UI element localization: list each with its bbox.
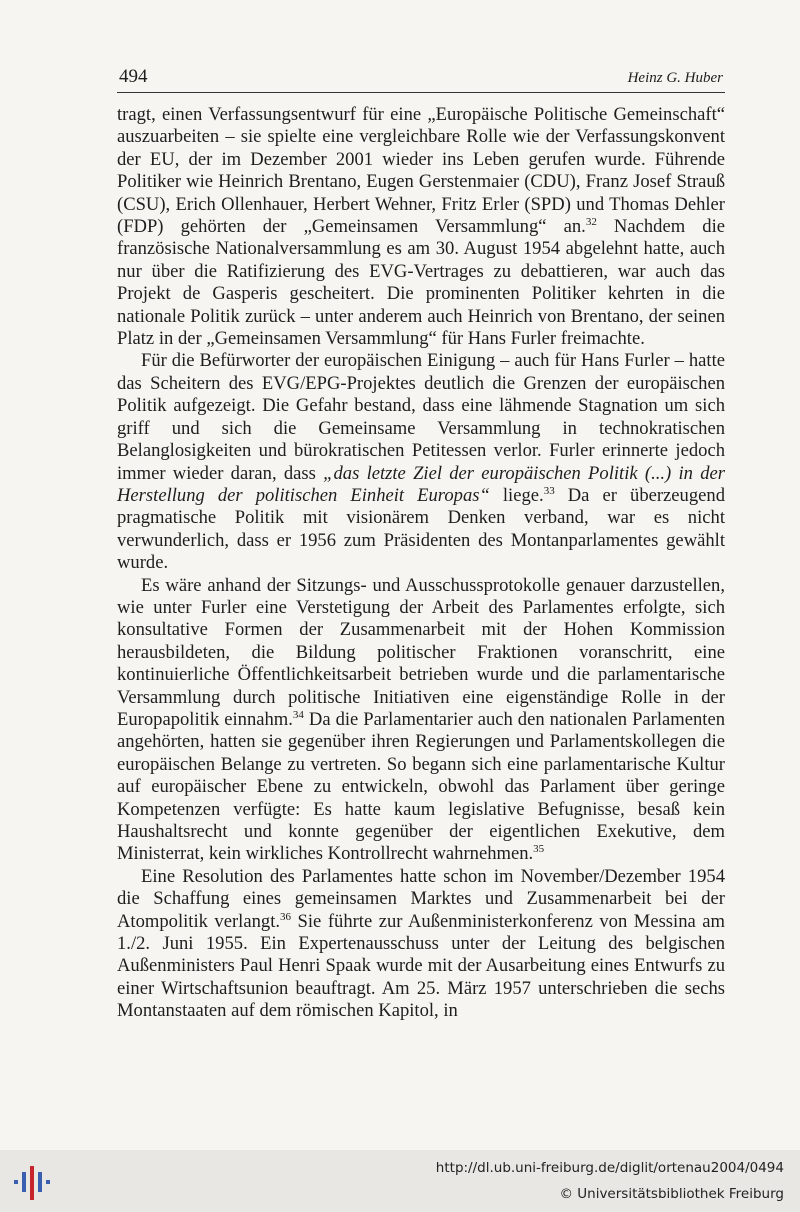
paragraph-text: Da er überzeugend pragmatische Politik mit visionärem Denken verband, war es nicht verwunderlich, dass er 1956 zum Präsidenten des Montanparlamentes gewählt wurde. xyxy=(117,484,726,574)
paragraph-1 xyxy=(117,104,725,350)
paragraph-text: tragt, einen Verfassungsentwurf für eine „Europäische Politische Gemeinschaft“ auszuarbeiten – sie spielte eine vergleichbare Rolle wie der Verfassungskonvent der EU, der im Dezember 2001 wieder ins Leben gerufen wurde. Führende Politiker wie Heinrich Brentano, Eugen Gerstenmaier (CDU), Franz Josef Strauß (CSU), Erich Ollenhauer, Herbert Wehner, Fritz Erler (SPD) und Thomas Dehler (FDP) gehörten der „Gemeinsamen Versammlung“ an. xyxy=(117,104,725,238)
copyright-notice: © Universitätsbibliothek Freiburg xyxy=(559,1186,784,1202)
paragraph-4 xyxy=(117,866,725,1023)
paragraph-2 xyxy=(117,350,725,574)
page-header xyxy=(117,64,725,93)
paragraph-text: Es wäre anhand der Sitzungs- und Ausschussprotokolle genauer darzustellen, wie unter Furler eine Verstetigung der Arbeit des Parlamentes erfolgte, sich konsultative Formen der Zusammenarbeit mit der Hohen Kommission herausbildeten, die Bildung politischer Fraktionen voranschritt, eine kontinuierliche Öffentlichkeitsarbeit betrieben wurde und die parlamentarische Versammlung durch politische Initiativen eine eigenständige Rolle in der Europapolitik einnahm. xyxy=(117,574,725,730)
paragraph-text: liege. xyxy=(489,484,544,506)
footnote-ref: 33 xyxy=(543,484,555,497)
footnote-ref: 34 xyxy=(292,708,304,721)
footnote-ref: 36 xyxy=(280,910,292,923)
document-url-link[interactable]: http://dl.ub.uni-freiburg.de/diglit/ortenau2004/0494 xyxy=(435,1160,784,1176)
paragraph-3 xyxy=(117,575,725,866)
quotation: „das letzte Ziel der europäischen Politik (...) in der Herstellung der politischen Einheit Europas“ xyxy=(117,462,725,506)
viewer-footer xyxy=(0,1150,800,1212)
paragraph-text: Sie führte zur Außenministerkonferenz von Messina am 1./2. Juni 1955. Ein Expertenausschuss unter der Leitung des belgischen Außenministers Paul Henri Spaak wurde mit der Ausarbeitung eines Entwurfs zu einer Wirtschaftsunion beauftragt. Am 25. März 1957 unterschrieben die sechs Montanstaaten auf dem römischen Kapitol, in xyxy=(117,910,725,1022)
running-head: Heinz G. Huber xyxy=(627,70,723,86)
ub-freiburg-logo-icon xyxy=(10,1162,54,1202)
paragraph-text: Da die Parlamentarier auch den nationalen Parlamenten angehörten, hatten sie gegenüber ihren Regierungen und Parlamentskollegen die europäischen Belange zu vertreten. So begann sich eine parlamentarische Kultur auf europäischer Ebene zu entwickeln, obwohl das Parlament über geringe Kompetenzen verfügte: Es hatte kaum legislative Befugnisse, besaß kein Haushaltsrecht und konnte gegenüber der eigentlichen Exekutive, dem Ministerrat, kein wirkliches Kontrollrecht wahrnehmen. xyxy=(117,708,725,865)
page-number: 494 xyxy=(119,66,148,87)
body-text xyxy=(117,104,725,1023)
footnote-ref: 32 xyxy=(585,216,597,229)
paragraph-text: Eine Resolution des Parlamentes hatte schon im November/Dezember 1954 die Schaffung eines gemeinsamen Marktes und Zusammenarbeit bei der Atompolitik verlangt. xyxy=(117,865,725,932)
paragraph-text: Für die Befürworter der europäischen Einigung – auch für Hans Furler – hatte das Scheitern des EVG/EPG-Projektes deutlich die Grenzen der europäischen Politik aufgezeigt. Die Gefahr bestand, dass eine lähmende Stagnation um sich griff und sich die Gemeinsame Versammlung in technokratischen Belanglosigkeiten und bürokratischen Petitessen verlor. Furler erinnerte jedoch immer wieder daran, dass xyxy=(117,350,725,484)
paragraph-text: Nachdem die französische Nationalversammlung es am 30. August 1954 abgelehnt hatte, auch nur über die Ratifizierung des EVG-Vertrages zu debattieren, war auch das Projekt de Gasperis gescheitert. Die prominenten Politiker kehrten in die nationale Politik zurück – unter anderem auch Heinrich von Brentano, der seinen Platz in der „Gemeinsamen Versammlung“ für Hans Furler freimachte. xyxy=(117,216,725,350)
footnote-ref: 35 xyxy=(533,843,545,856)
